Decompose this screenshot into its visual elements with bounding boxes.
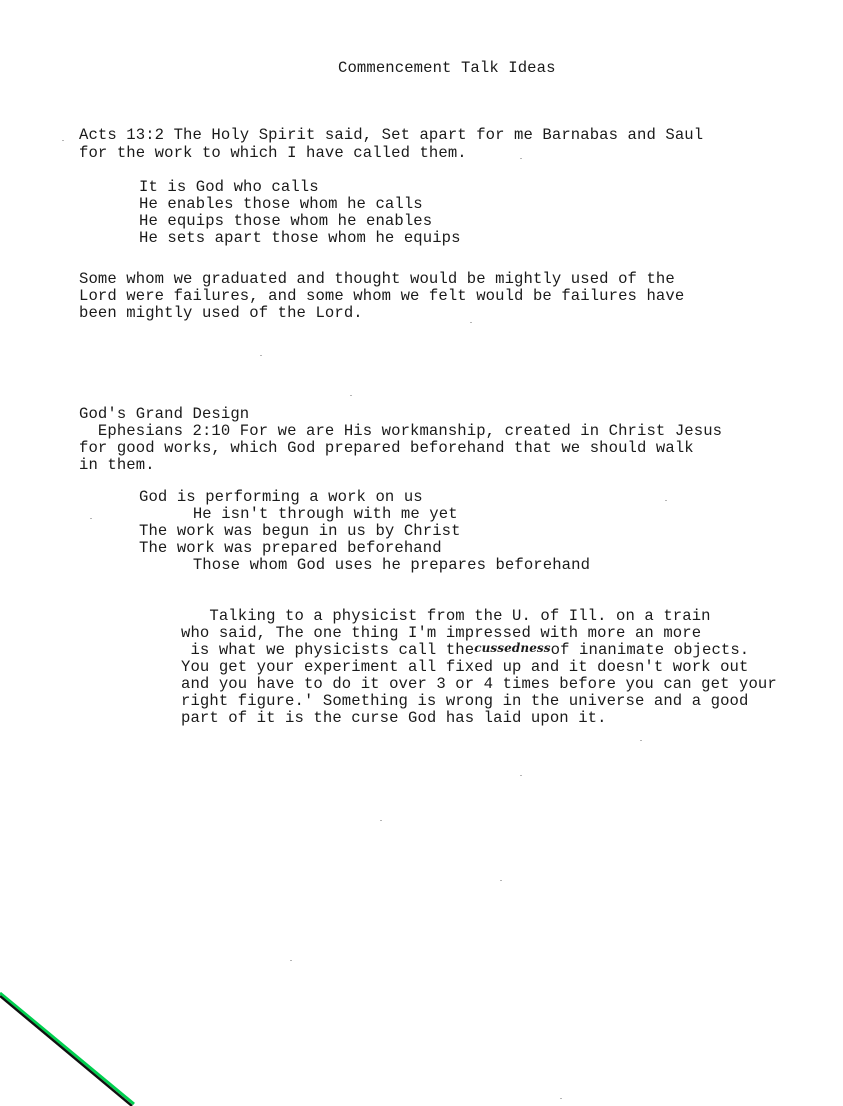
physicist-story-line: right figure.' Something is wrong in the universe and a good xyxy=(181,692,749,710)
calls-list-item: He enables those whom he calls xyxy=(139,195,423,213)
scan-speck xyxy=(90,518,92,519)
scan-edge-line xyxy=(0,990,140,1106)
graduates-paragraph-line: Some whom we graduated and thought would be mightly used of the xyxy=(79,270,675,288)
acts-reference-line-2: for the work to which I have called them. xyxy=(79,144,467,162)
work-list-item: God is performing a work on us xyxy=(139,488,423,506)
work-list-item: He isn't through with me yet xyxy=(155,505,458,523)
ephesians-verse-line: Ephesians 2:10 For we are His workmanship, created in Christ Jesus xyxy=(79,422,723,440)
document-title: Commencement Talk Ideas xyxy=(338,59,556,77)
scan-speck xyxy=(640,740,642,741)
scan-speck xyxy=(380,820,382,821)
physicist-story-line xyxy=(181,642,749,659)
work-list-item: The work was begun in us by Christ xyxy=(139,522,461,540)
scan-speck xyxy=(260,355,262,356)
scan-speck xyxy=(520,775,522,776)
scan-speck xyxy=(560,1098,562,1099)
graduates-paragraph-line: been mightly used of the Lord. xyxy=(79,304,363,322)
scan-speck xyxy=(520,158,522,159)
physicist-story-line: You get your experiment all fixed up and it doesn't work out xyxy=(181,658,749,676)
ephesians-verse-line: in them. xyxy=(79,456,155,474)
scan-speck xyxy=(665,500,667,501)
calls-list-item: It is God who calls xyxy=(139,178,319,196)
work-list-item: Those whom God uses he prepares beforehand xyxy=(155,556,591,574)
physicist-story-text: of inanimate objects. xyxy=(550,641,750,659)
scan-speck xyxy=(290,960,292,961)
physicist-story-line: Talking to a physicist from the U. of Ill. on a train xyxy=(181,607,711,625)
scan-speck xyxy=(470,322,472,323)
scan-speck xyxy=(62,140,64,141)
physicist-story-line: part of it is the curse God has laid upon it. xyxy=(181,709,607,727)
physicist-story-text: is what we physicists call the xyxy=(181,641,475,659)
calls-list-item: He sets apart those whom he equips xyxy=(139,229,461,247)
scan-speck xyxy=(500,880,502,881)
ephesians-verse-line: for good works, which God prepared beforehand that we should walk xyxy=(79,439,694,457)
handwritten-correction: cussedness xyxy=(474,641,551,655)
grand-design-heading: God's Grand Design xyxy=(79,405,250,423)
physicist-story-line: who said, The one thing I'm impressed with more an more xyxy=(181,624,702,642)
graduates-paragraph-line: Lord were failures, and some whom we felt would be failures have xyxy=(79,287,685,305)
work-list-item: The work was prepared beforehand xyxy=(139,539,442,557)
calls-list-item: He equips those whom he enables xyxy=(139,212,433,230)
physicist-story-line: and you have to do it over 3 or 4 times before you can get your xyxy=(181,675,777,693)
scan-speck xyxy=(350,395,352,396)
acts-reference-line-1: Acts 13:2 The Holy Spirit said, Set apart for me Barnabas and Saul xyxy=(79,126,704,144)
